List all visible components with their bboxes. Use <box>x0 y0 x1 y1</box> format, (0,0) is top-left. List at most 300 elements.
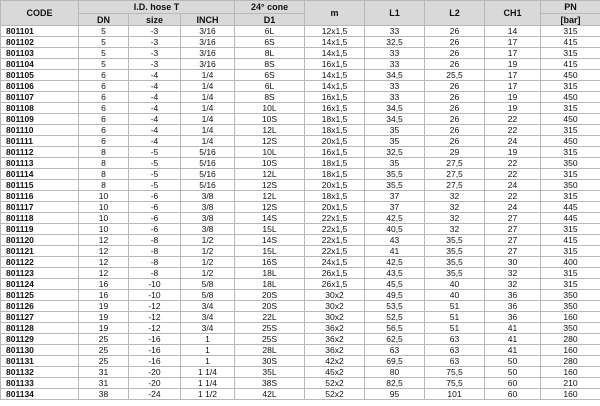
cell-ch1: 24 <box>485 136 541 147</box>
cell-pn: 280 <box>541 356 600 367</box>
cell-pn: 315 <box>541 279 600 290</box>
cell-dn: 8 <box>79 169 129 180</box>
cell-cone: 20S <box>235 290 305 301</box>
cell-pn: 315 <box>541 103 600 114</box>
cell-dn: 6 <box>79 81 129 92</box>
cell-cone: 12S <box>235 202 305 213</box>
col-m-header: m <box>305 1 365 26</box>
cell-ch1: 41 <box>485 323 541 334</box>
cell-size: -8 <box>129 257 181 268</box>
cell-cone: 6L <box>235 81 305 92</box>
table-row <box>1 246 600 257</box>
cell-m: 16x1,5 <box>305 59 365 70</box>
cell-ch1: 24 <box>485 180 541 191</box>
cell-size: -4 <box>129 136 181 147</box>
cell-size: -12 <box>129 301 181 312</box>
cell-l2: 101 <box>425 389 485 400</box>
cell-dn: 16 <box>79 290 129 301</box>
table-row <box>1 356 600 367</box>
cell-ch1: 32 <box>485 268 541 279</box>
cell-size: -20 <box>129 378 181 389</box>
cell-l1: 35 <box>365 158 425 169</box>
table-row <box>1 224 600 235</box>
cell-l1: 63 <box>365 345 425 356</box>
table-row <box>1 202 600 213</box>
cell-code: 801120 <box>1 235 79 246</box>
cell-l2: 27,5 <box>425 158 485 169</box>
cell-l2: 35,5 <box>425 246 485 257</box>
cell-pn: 400 <box>541 257 600 268</box>
cell-inch: 3/16 <box>181 37 235 48</box>
cell-size: -12 <box>129 312 181 323</box>
cell-inch: 1/2 <box>181 235 235 246</box>
cell-l2: 26 <box>425 59 485 70</box>
cell-cone: 18L <box>235 268 305 279</box>
cell-m: 26x1,5 <box>305 279 365 290</box>
table-row <box>1 70 600 81</box>
cell-l2: 29 <box>425 147 485 158</box>
cell-inch: 1 1/4 <box>181 378 235 389</box>
cell-dn: 25 <box>79 334 129 345</box>
cell-l1: 49,5 <box>365 290 425 301</box>
table-row <box>1 125 600 136</box>
cell-ch1: 27 <box>485 246 541 257</box>
cell-dn: 31 <box>79 378 129 389</box>
cell-m: 22x1,5 <box>305 235 365 246</box>
cell-m: 16x1,5 <box>305 103 365 114</box>
cell-l1: 56,5 <box>365 323 425 334</box>
cell-ch1: 27 <box>485 235 541 246</box>
cell-code: 801111 <box>1 136 79 147</box>
table-row <box>1 180 600 191</box>
cell-size: -6 <box>129 191 181 202</box>
cell-l1: 69,5 <box>365 356 425 367</box>
cell-size: -16 <box>129 334 181 345</box>
cell-dn: 6 <box>79 136 129 147</box>
cell-cone: 22L <box>235 312 305 323</box>
table-row <box>1 312 600 323</box>
table-row <box>1 169 600 180</box>
cell-l1: 34,5 <box>365 70 425 81</box>
cell-l2: 25,5 <box>425 70 485 81</box>
cell-cone: 8L <box>235 48 305 59</box>
cell-code: 801130 <box>1 345 79 356</box>
cell-dn: 5 <box>79 26 129 37</box>
cell-l1: 35,5 <box>365 169 425 180</box>
cell-inch: 5/16 <box>181 169 235 180</box>
cell-ch1: 19 <box>485 103 541 114</box>
cell-l1: 42,5 <box>365 213 425 224</box>
cell-l1: 35,5 <box>365 180 425 191</box>
cell-l2: 26 <box>425 37 485 48</box>
cell-code: 801123 <box>1 268 79 279</box>
cell-code: 801127 <box>1 312 79 323</box>
cell-m: 18x1,5 <box>305 191 365 202</box>
cell-dn: 31 <box>79 367 129 378</box>
cell-code: 801129 <box>1 334 79 345</box>
cell-code: 801117 <box>1 202 79 213</box>
cell-m: 22x1,5 <box>305 246 365 257</box>
cell-size: -4 <box>129 114 181 125</box>
cell-l1: 32,5 <box>365 147 425 158</box>
cell-l2: 35,5 <box>425 257 485 268</box>
cell-m: 12x1,5 <box>305 26 365 37</box>
cell-l1: 62,5 <box>365 334 425 345</box>
cell-inch: 3/8 <box>181 224 235 235</box>
cell-l2: 63 <box>425 356 485 367</box>
cell-m: 16x1,5 <box>305 147 365 158</box>
cell-code: 801131 <box>1 356 79 367</box>
cell-dn: 10 <box>79 213 129 224</box>
cell-code: 801132 <box>1 367 79 378</box>
cell-ch1: 19 <box>485 59 541 70</box>
cell-l1: 35 <box>365 136 425 147</box>
table-row <box>1 389 600 400</box>
cell-pn: 160 <box>541 312 600 323</box>
table-row <box>1 235 600 246</box>
cell-m: 14x1,5 <box>305 81 365 92</box>
cell-l1: 32,5 <box>365 37 425 48</box>
cell-l1: 42,5 <box>365 257 425 268</box>
cell-pn: 450 <box>541 114 600 125</box>
cell-l1: 40,5 <box>365 224 425 235</box>
cell-inch: 5/16 <box>181 158 235 169</box>
cell-l1: 37 <box>365 191 425 202</box>
cell-dn: 5 <box>79 48 129 59</box>
cell-size: -3 <box>129 48 181 59</box>
cell-ch1: 27 <box>485 213 541 224</box>
cell-size: -4 <box>129 92 181 103</box>
cell-inch: 1/4 <box>181 125 235 136</box>
cell-code: 801107 <box>1 92 79 103</box>
cell-size: -6 <box>129 213 181 224</box>
cell-m: 14x1,5 <box>305 48 365 59</box>
cell-cone: 6S <box>235 37 305 48</box>
cell-code: 801115 <box>1 180 79 191</box>
cell-m: 14x1,5 <box>305 37 365 48</box>
cell-dn: 19 <box>79 323 129 334</box>
cell-pn: 350 <box>541 180 600 191</box>
cell-pn: 315 <box>541 147 600 158</box>
cell-dn: 16 <box>79 279 129 290</box>
cell-inch: 3/16 <box>181 59 235 70</box>
cell-pn: 450 <box>541 92 600 103</box>
cell-ch1: 24 <box>485 202 541 213</box>
table-row <box>1 378 600 389</box>
cell-code: 801112 <box>1 147 79 158</box>
cell-l2: 32 <box>425 191 485 202</box>
cell-code: 801113 <box>1 158 79 169</box>
cell-pn: 315 <box>541 191 600 202</box>
cell-cone: 38S <box>235 378 305 389</box>
cell-size: -8 <box>129 246 181 257</box>
cell-l1: 35 <box>365 125 425 136</box>
table-row <box>1 213 600 224</box>
col-code-header: CODE <box>1 1 79 26</box>
cell-size: -16 <box>129 345 181 356</box>
cell-cone: 12S <box>235 180 305 191</box>
cell-cone: 35L <box>235 367 305 378</box>
col-inch-header: INCH <box>181 14 235 26</box>
cell-l1: 43,5 <box>365 268 425 279</box>
cell-size: -3 <box>129 59 181 70</box>
col-l1-header: L1 <box>365 1 425 26</box>
cell-l2: 75,5 <box>425 367 485 378</box>
cell-inch: 1/2 <box>181 257 235 268</box>
cell-cone: 15L <box>235 246 305 257</box>
cell-m: 22x1,5 <box>305 213 365 224</box>
cell-ch1: 22 <box>485 114 541 125</box>
cell-cone: 28L <box>235 345 305 356</box>
cell-inch: 3/16 <box>181 26 235 37</box>
cell-inch: 5/16 <box>181 147 235 158</box>
cell-dn: 10 <box>79 224 129 235</box>
cell-m: 30x2 <box>305 301 365 312</box>
cell-m: 30x2 <box>305 290 365 301</box>
cell-cone: 15L <box>235 224 305 235</box>
cell-ch1: 60 <box>485 378 541 389</box>
cell-pn: 160 <box>541 367 600 378</box>
cell-cone: 10S <box>235 158 305 169</box>
cell-cone: 14S <box>235 235 305 246</box>
cell-pn: 450 <box>541 70 600 81</box>
cell-inch: 1/4 <box>181 103 235 114</box>
col-cone-header-top: 24° cone <box>235 1 305 14</box>
cell-pn: 160 <box>541 389 600 400</box>
cell-l2: 26 <box>425 26 485 37</box>
col-size-header: size <box>129 14 181 26</box>
cell-l1: 53,5 <box>365 301 425 312</box>
cell-size: -4 <box>129 70 181 81</box>
cell-l1: 43 <box>365 235 425 246</box>
cell-code: 801128 <box>1 323 79 334</box>
cell-pn: 315 <box>541 268 600 279</box>
cell-cone: 25S <box>235 334 305 345</box>
cell-l2: 35,5 <box>425 235 485 246</box>
cell-pn: 315 <box>541 246 600 257</box>
cell-cone: 42L <box>235 389 305 400</box>
cell-dn: 6 <box>79 103 129 114</box>
cell-ch1: 14 <box>485 26 541 37</box>
cell-code: 801122 <box>1 257 79 268</box>
cell-inch: 1/4 <box>181 92 235 103</box>
cell-ch1: 30 <box>485 257 541 268</box>
table-row <box>1 158 600 169</box>
cell-l1: 34,5 <box>365 114 425 125</box>
cell-cone: 6L <box>235 26 305 37</box>
cell-l2: 32 <box>425 213 485 224</box>
cell-size: -5 <box>129 169 181 180</box>
cell-pn: 415 <box>541 37 600 48</box>
cell-dn: 6 <box>79 70 129 81</box>
cell-inch: 1/2 <box>181 246 235 257</box>
cell-dn: 19 <box>79 301 129 312</box>
table-row <box>1 114 600 125</box>
cell-l1: 41 <box>365 246 425 257</box>
cell-l2: 26 <box>425 136 485 147</box>
cell-code: 801110 <box>1 125 79 136</box>
cell-l2: 32 <box>425 202 485 213</box>
cell-l1: 80 <box>365 367 425 378</box>
cell-dn: 5 <box>79 37 129 48</box>
cell-ch1: 41 <box>485 345 541 356</box>
table-row <box>1 268 600 279</box>
cell-l2: 35,5 <box>425 268 485 279</box>
cell-ch1: 22 <box>485 158 541 169</box>
cell-size: -10 <box>129 290 181 301</box>
cell-m: 18x1,5 <box>305 114 365 125</box>
cell-l2: 26 <box>425 81 485 92</box>
cell-size: -16 <box>129 356 181 367</box>
cell-l1: 33 <box>365 26 425 37</box>
cell-cone: 18L <box>235 279 305 290</box>
cell-m: 20x1,5 <box>305 202 365 213</box>
cell-l2: 51 <box>425 323 485 334</box>
table-row <box>1 37 600 48</box>
table-row <box>1 147 600 158</box>
cell-l1: 52,5 <box>365 312 425 323</box>
cell-code: 801105 <box>1 70 79 81</box>
cell-code: 801118 <box>1 213 79 224</box>
cell-ch1: 27 <box>485 224 541 235</box>
cell-dn: 19 <box>79 312 129 323</box>
cell-l2: 40 <box>425 279 485 290</box>
cell-pn: 350 <box>541 158 600 169</box>
cell-size: -4 <box>129 103 181 114</box>
cell-inch: 3/4 <box>181 323 235 334</box>
cell-ch1: 32 <box>485 279 541 290</box>
table-row <box>1 136 600 147</box>
cell-dn: 25 <box>79 356 129 367</box>
cell-inch: 1/4 <box>181 114 235 125</box>
cell-l1: 45,5 <box>365 279 425 290</box>
cell-code: 801109 <box>1 114 79 125</box>
table-row <box>1 103 600 114</box>
table-row <box>1 345 600 356</box>
cell-m: 26x1,5 <box>305 268 365 279</box>
cell-dn: 8 <box>79 158 129 169</box>
cell-l2: 32 <box>425 224 485 235</box>
table-row <box>1 323 600 334</box>
cell-ch1: 19 <box>485 147 541 158</box>
cell-m: 36x2 <box>305 334 365 345</box>
cell-size: -8 <box>129 235 181 246</box>
cell-pn: 315 <box>541 125 600 136</box>
cell-cone: 10S <box>235 114 305 125</box>
cell-m: 14x1,5 <box>305 70 365 81</box>
cell-cone: 10L <box>235 147 305 158</box>
cell-pn: 315 <box>541 48 600 59</box>
cell-pn: 350 <box>541 290 600 301</box>
cell-code: 801101 <box>1 26 79 37</box>
cell-code: 801124 <box>1 279 79 290</box>
table-row <box>1 279 600 290</box>
cell-pn: 315 <box>541 81 600 92</box>
cell-inch: 5/8 <box>181 279 235 290</box>
cell-cone: 8S <box>235 59 305 70</box>
cell-code: 801114 <box>1 169 79 180</box>
cell-code: 801108 <box>1 103 79 114</box>
cell-code: 801119 <box>1 224 79 235</box>
cell-pn: 450 <box>541 136 600 147</box>
cell-size: -5 <box>129 158 181 169</box>
cell-dn: 6 <box>79 125 129 136</box>
cell-cone: 10L <box>235 103 305 114</box>
cell-dn: 8 <box>79 180 129 191</box>
cell-dn: 10 <box>79 191 129 202</box>
table-row <box>1 257 600 268</box>
table-row <box>1 81 600 92</box>
cell-ch1: 60 <box>485 389 541 400</box>
cell-size: -5 <box>129 147 181 158</box>
cell-ch1: 19 <box>485 92 541 103</box>
cell-m: 36x2 <box>305 345 365 356</box>
table-row <box>1 48 600 59</box>
cell-inch: 1 <box>181 334 235 345</box>
cell-pn: 160 <box>541 345 600 356</box>
cell-code: 801104 <box>1 59 79 70</box>
table-body <box>1 26 600 400</box>
cell-m: 18x1,5 <box>305 158 365 169</box>
cell-inch: 3/8 <box>181 202 235 213</box>
cell-dn: 5 <box>79 59 129 70</box>
cell-size: -4 <box>129 81 181 92</box>
cell-size: -6 <box>129 224 181 235</box>
cell-l2: 27,5 <box>425 169 485 180</box>
cell-m: 20x1,5 <box>305 180 365 191</box>
table-row <box>1 26 600 37</box>
cell-inch: 3/4 <box>181 312 235 323</box>
cell-ch1: 17 <box>485 70 541 81</box>
cell-inch: 5/8 <box>181 290 235 301</box>
cell-size: -20 <box>129 367 181 378</box>
cell-size: -3 <box>129 37 181 48</box>
cell-l1: 33 <box>365 92 425 103</box>
cell-ch1: 17 <box>485 37 541 48</box>
cell-pn: 210 <box>541 378 600 389</box>
cell-ch1: 36 <box>485 312 541 323</box>
cell-pn: 280 <box>541 334 600 345</box>
cell-pn: 350 <box>541 301 600 312</box>
col-pn-header-bottom: [bar] <box>541 14 600 26</box>
cell-cone: 25S <box>235 323 305 334</box>
cell-l2: 63 <box>425 345 485 356</box>
cell-m: 36x2 <box>305 323 365 334</box>
cell-pn: 445 <box>541 202 600 213</box>
cell-dn: 12 <box>79 235 129 246</box>
cell-size: -4 <box>129 125 181 136</box>
cell-pn: 315 <box>541 26 600 37</box>
cell-l2: 26 <box>425 103 485 114</box>
col-cone-header-bottom: D1 <box>235 14 305 26</box>
cell-inch: 1 1/2 <box>181 389 235 400</box>
cell-l2: 26 <box>425 92 485 103</box>
col-l2-header: L2 <box>425 1 485 26</box>
cell-l1: 33 <box>365 81 425 92</box>
cell-size: -3 <box>129 26 181 37</box>
cell-m: 30x2 <box>305 312 365 323</box>
table-header <box>1 1 600 26</box>
cell-l2: 26 <box>425 114 485 125</box>
cell-m: 52x2 <box>305 389 365 400</box>
cell-pn: 315 <box>541 224 600 235</box>
cell-size: -5 <box>129 180 181 191</box>
cell-code: 801133 <box>1 378 79 389</box>
cell-pn: 315 <box>541 169 600 180</box>
cell-l2: 75,5 <box>425 378 485 389</box>
cell-code: 801103 <box>1 48 79 59</box>
cell-l1: 33 <box>365 59 425 70</box>
